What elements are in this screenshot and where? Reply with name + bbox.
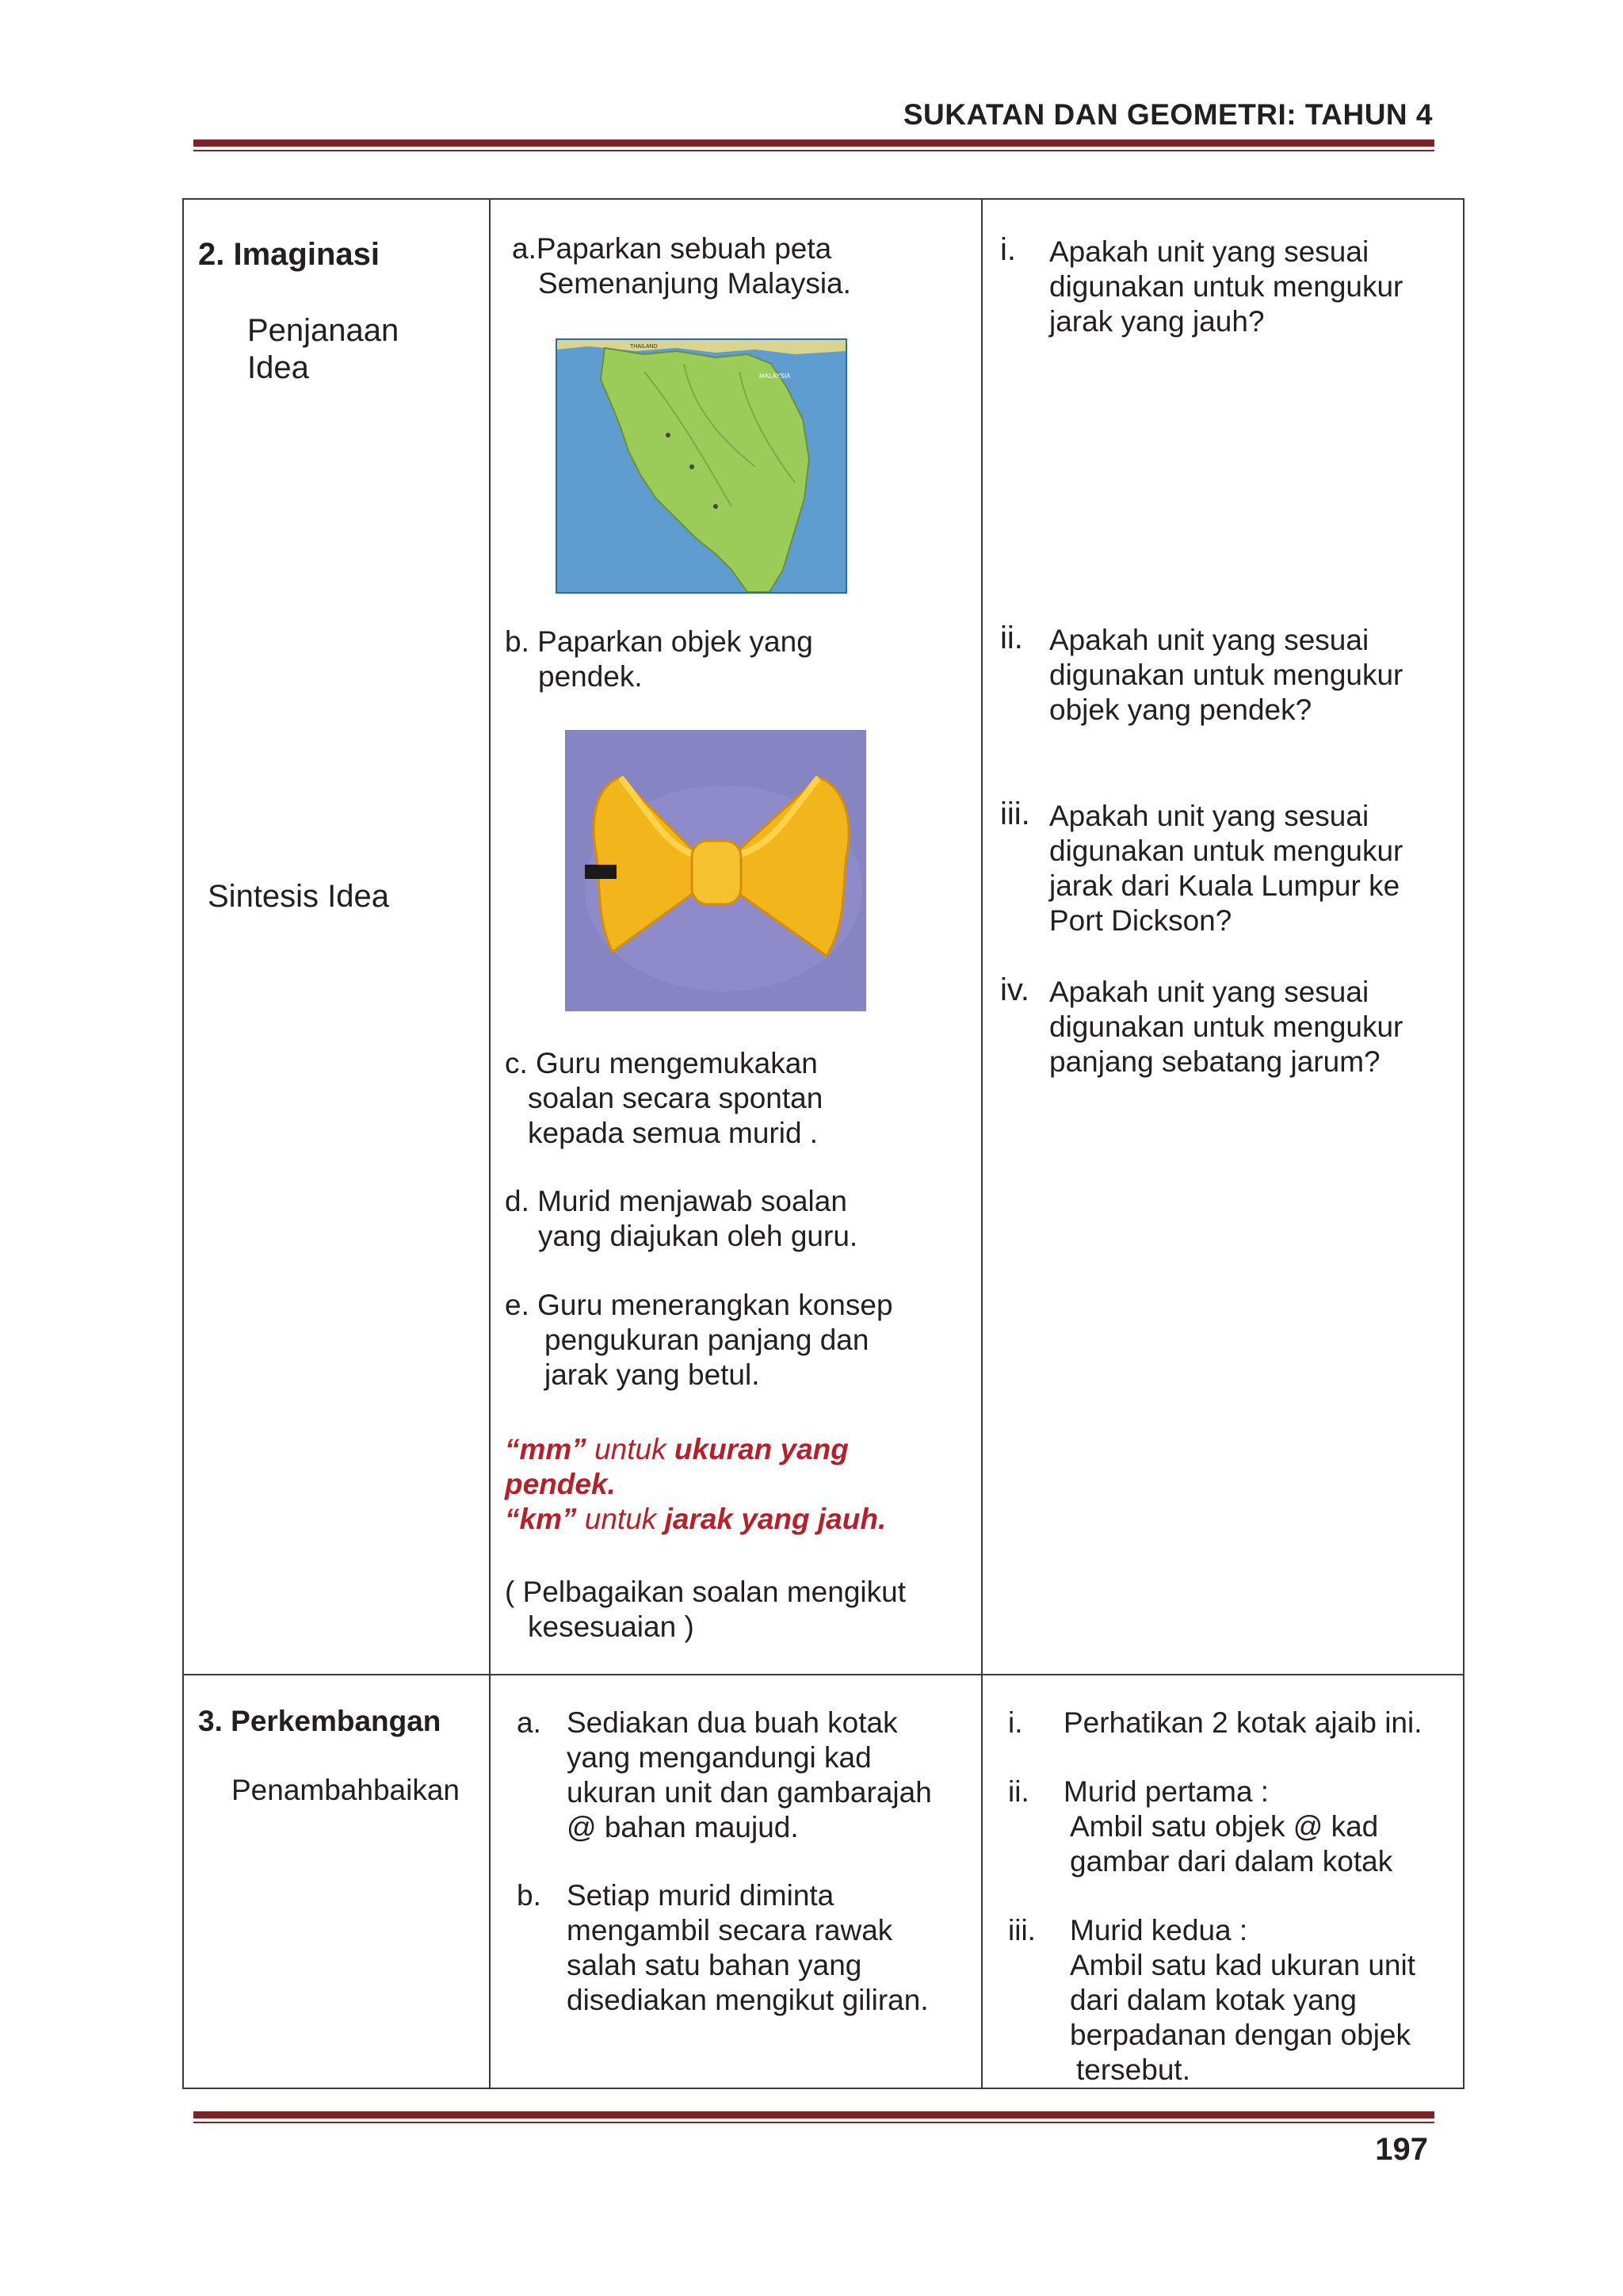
question2-iii-line1: Murid kedua : xyxy=(1070,1914,1248,1946)
question2-i-number: i. xyxy=(1008,1706,1023,1739)
question-i-line2: digunakan untuk mengukur xyxy=(1049,270,1403,303)
activity2-a-number: a. xyxy=(517,1706,541,1739)
question2-iii-line2: Ambil satu kad ukuran unit xyxy=(1070,1949,1416,1981)
mm-description-cont: pendek. xyxy=(505,1468,616,1500)
question-iii-line4: Port Dickson? xyxy=(1049,904,1232,937)
stage-title-imaginasi: 2. Imaginasi xyxy=(198,237,380,272)
activity-e-line3: jarak yang betul. xyxy=(544,1358,760,1391)
question-iii-line2: digunakan untuk mengukur xyxy=(1049,835,1403,867)
question-ii-number: ii. xyxy=(1000,621,1023,655)
question-i-number: i. xyxy=(1000,232,1016,267)
question-iii-number: iii. xyxy=(1000,797,1030,831)
question-i-line3: jarak yang jauh? xyxy=(1049,305,1265,338)
bow-tie-graphic xyxy=(565,730,866,1011)
question2-iii-line4: berpadanan dengan objek xyxy=(1070,2019,1411,2051)
mm-description: ukuran yang xyxy=(674,1433,849,1465)
stage-sub-penambahbaikan: Penambahbaikan xyxy=(231,1774,460,1806)
question-ii-line1: Apakah unit yang sesuai xyxy=(1049,624,1369,656)
question2-ii-line2: Ambil satu objek @ kad xyxy=(1070,1810,1379,1843)
row-divider xyxy=(184,1674,1463,1675)
unit-note-mm-cont xyxy=(505,1467,616,1502)
unit-note-mm xyxy=(505,1432,849,1467)
bow-tie-image xyxy=(565,730,866,1011)
activity2-a-line2: yang mengandungi kad xyxy=(567,1741,872,1774)
activity-b-line2: pendek. xyxy=(538,660,643,693)
activity2-b-line3: salah satu bahan yang xyxy=(567,1949,862,1981)
activity-e-line1: e. Guru menerangkan konsep xyxy=(505,1289,893,1321)
activity-c-line1: c. Guru mengemukakan xyxy=(505,1047,818,1079)
activity2-b-line2: mengambil secara rawak xyxy=(567,1914,893,1946)
column-divider-2 xyxy=(981,200,983,2088)
activity-d-line1: d. Murid menjawab soalan xyxy=(505,1185,847,1217)
activity-a-line2: Semenanjung Malaysia. xyxy=(538,267,851,300)
peninsular-malaysia-map-image xyxy=(556,338,847,594)
activity2-a-line3: ukuran unit dan gambarajah xyxy=(567,1776,932,1809)
map-label-thailand: THAILAND xyxy=(630,344,658,350)
untuk-word-2: untuk xyxy=(576,1503,665,1535)
activity-c-line2: soalan secara spontan xyxy=(528,1082,823,1114)
header-rule-thin xyxy=(193,150,1434,151)
question2-iii-number: iii. xyxy=(1008,1914,1036,1946)
map-graphic xyxy=(557,340,846,592)
question2-iii-line3: dari dalam kotak yang xyxy=(1070,1984,1357,2016)
activity-note-line1: ( Pelbagaikan soalan mengikut xyxy=(505,1576,906,1608)
footer-rule-thick xyxy=(193,2111,1434,2118)
header-title: SUKATAN DAN GEOMETRI: TAHUN 4 xyxy=(903,98,1433,131)
question2-ii-line3: gambar dari dalam kotak xyxy=(1070,1845,1393,1878)
untuk-word-1: untuk xyxy=(586,1433,674,1465)
unit-note-km xyxy=(505,1502,886,1537)
stage-title-perkembangan: 3. Perkembangan xyxy=(198,1705,441,1737)
activity-a-line1: a.Paparkan sebuah peta xyxy=(512,232,832,265)
activity2-a-line1: Sediakan dua buah kotak xyxy=(567,1706,898,1739)
question-iii-line3: jarak dari Kuala Lumpur ke xyxy=(1049,869,1400,902)
activity2-a-line4: @ bahan maujud. xyxy=(567,1811,799,1843)
lesson-table xyxy=(182,198,1465,2089)
question-i-line1: Apakah unit yang sesuai xyxy=(1049,235,1369,268)
stage-sub-idea: Idea xyxy=(247,350,309,385)
activity-e-line2: pengukuran panjang dan xyxy=(544,1324,869,1356)
question2-iii-line5: tersebut. xyxy=(1076,2053,1190,2086)
question2-i-line1: Perhatikan 2 kotak ajaib ini. xyxy=(1064,1706,1423,1739)
question-ii-line3: objek yang pendek? xyxy=(1049,693,1312,726)
question-iv-line2: digunakan untuk mengukur xyxy=(1049,1010,1403,1043)
activity2-b-number: b. xyxy=(517,1879,541,1912)
header-rule-thick xyxy=(193,139,1434,147)
question2-ii-number: ii. xyxy=(1008,1775,1029,1808)
question2-ii-line1: Murid pertama : xyxy=(1064,1775,1270,1808)
question-iv-number: iv. xyxy=(1000,972,1030,1007)
stage-sub-penjanaan: Penjanaan xyxy=(247,313,399,348)
activity-note-line2: kesesuaian ) xyxy=(528,1610,694,1643)
km-description: jarak yang jauh. xyxy=(664,1503,887,1535)
question-ii-line2: digunakan untuk mengukur xyxy=(1049,659,1403,691)
activity-d-line2: yang diajukan oleh guru. xyxy=(538,1220,858,1252)
map-label-malaysia: MALAYSIA xyxy=(759,372,791,380)
km-quote: “km” xyxy=(505,1503,577,1535)
column-divider-1 xyxy=(489,200,491,2088)
question-iv-line3: panjang sebatang jarum? xyxy=(1049,1045,1381,1078)
question-iii-line1: Apakah unit yang sesuai xyxy=(1049,800,1369,832)
footer-rule-thin xyxy=(193,2122,1434,2123)
page-number: 197 xyxy=(1375,2132,1428,2167)
activity2-b-line1: Setiap murid diminta xyxy=(567,1879,834,1912)
stage-sub-sintesis: Sintesis Idea xyxy=(208,879,390,914)
question-iv-line1: Apakah unit yang sesuai xyxy=(1049,976,1369,1008)
activity2-b-line4: disediakan mengikut giliran. xyxy=(567,1984,929,2016)
activity-b-line1: b. Paparkan objek yang xyxy=(505,625,813,658)
activity-c-line3: kepada semua murid . xyxy=(528,1117,819,1149)
mm-quote: “mm” xyxy=(505,1433,586,1465)
